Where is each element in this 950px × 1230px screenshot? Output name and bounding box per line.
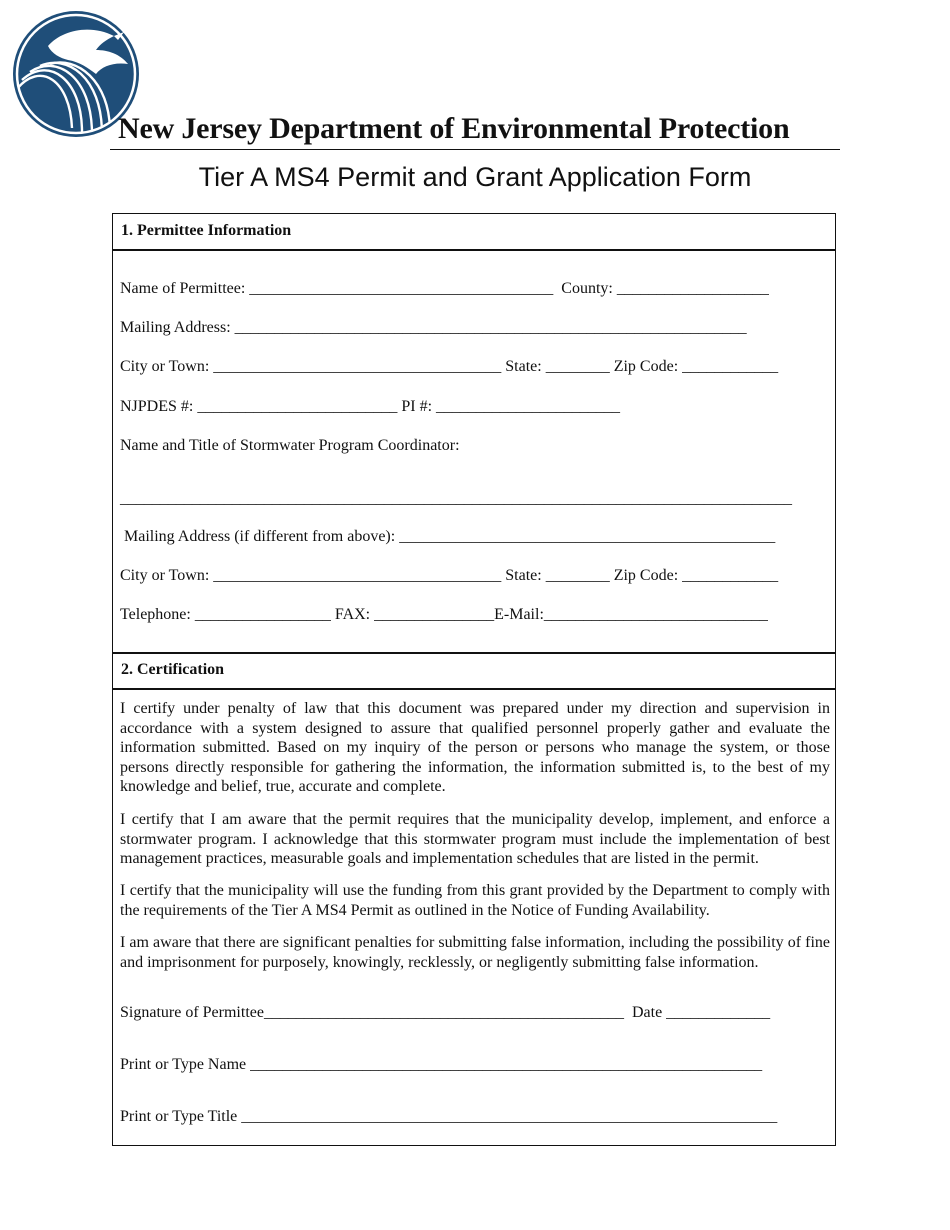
form-title: Tier A MS4 Permit and Grant Application Form (198, 162, 752, 192)
print-name-field[interactable]: Print or Type Name ________________________________________________________________ (120, 1056, 763, 1073)
certification-paragraph-1: I certify under penalty of law that this document was prepared under my direction and supervision in accordance with a system designed to assure that qualified personnel properly gather and evaluate the information submitted. Based on my inquiry of the person or persons who manage the system, or those persons directly responsible for gathering the information, the information submitted is, to the best of my knowledge and belief, true, accurate and complete. (120, 700, 830, 796)
signature-date-field[interactable]: Signature of Permittee_____________________________________________ Date _____________ (120, 1004, 771, 1021)
header-divider (110, 149, 840, 150)
certification-paragraph-4: I am aware that there are significant penalties for submitting false information, including the possibility of fine and imprisonment for purposely, knowingly, recklessly, or negligently submitting false information. (120, 934, 830, 971)
city-state-zip-field-2[interactable]: City or Town: ____________________________________ State: ________ Zip Code: ____________ (120, 567, 779, 584)
print-title-field[interactable]: Print or Type Title ___________________________________________________________________ (120, 1108, 778, 1125)
mailing-address-field[interactable]: Mailing Address: ________________________________________________________________ (120, 319, 747, 336)
coordinator-field[interactable]: ____________________________________________________________________________________ (120, 490, 792, 507)
contact-field[interactable]: Telephone: _________________ FAX: _______________E-Mail:____________________________ (120, 606, 768, 623)
agency-name: New Jersey Department of Environmental Protection (118, 112, 790, 145)
permittee-name-county-field[interactable]: Name of Permittee: ______________________________________ County: ___________________ (120, 280, 769, 297)
section-2-heading: 2. Certification (112, 652, 836, 690)
certification-paragraph-2: I certify that I am aware that the permit requires that the municipality develop, implement, and enforce a stormwater program. I acknowledge that this stormwater program must include the implementation of best management practices, measurable goals and implementation schedules that are listed in the permit. (120, 811, 830, 868)
alt-mailing-address-field[interactable]: Mailing Address (if different from above): _______________________________________________ (120, 528, 776, 545)
city-state-zip-field[interactable]: City or Town: ____________________________________ State: ________ Zip Code: ____________ (120, 358, 779, 375)
coordinator-label: Name and Title of Stormwater Program Coordinator: (120, 437, 460, 454)
certification-paragraph-3: I certify that the municipality will use the funding from this grant provided by the Department to comply with the requirements of the Tier A MS4 Permit as outlined in the Notice of Funding Availability. (120, 882, 830, 919)
section-1-heading: 1. Permittee Information (112, 213, 836, 251)
njpdes-pi-field[interactable]: NJPDES #: _________________________ PI #: _______________________ (120, 398, 621, 415)
